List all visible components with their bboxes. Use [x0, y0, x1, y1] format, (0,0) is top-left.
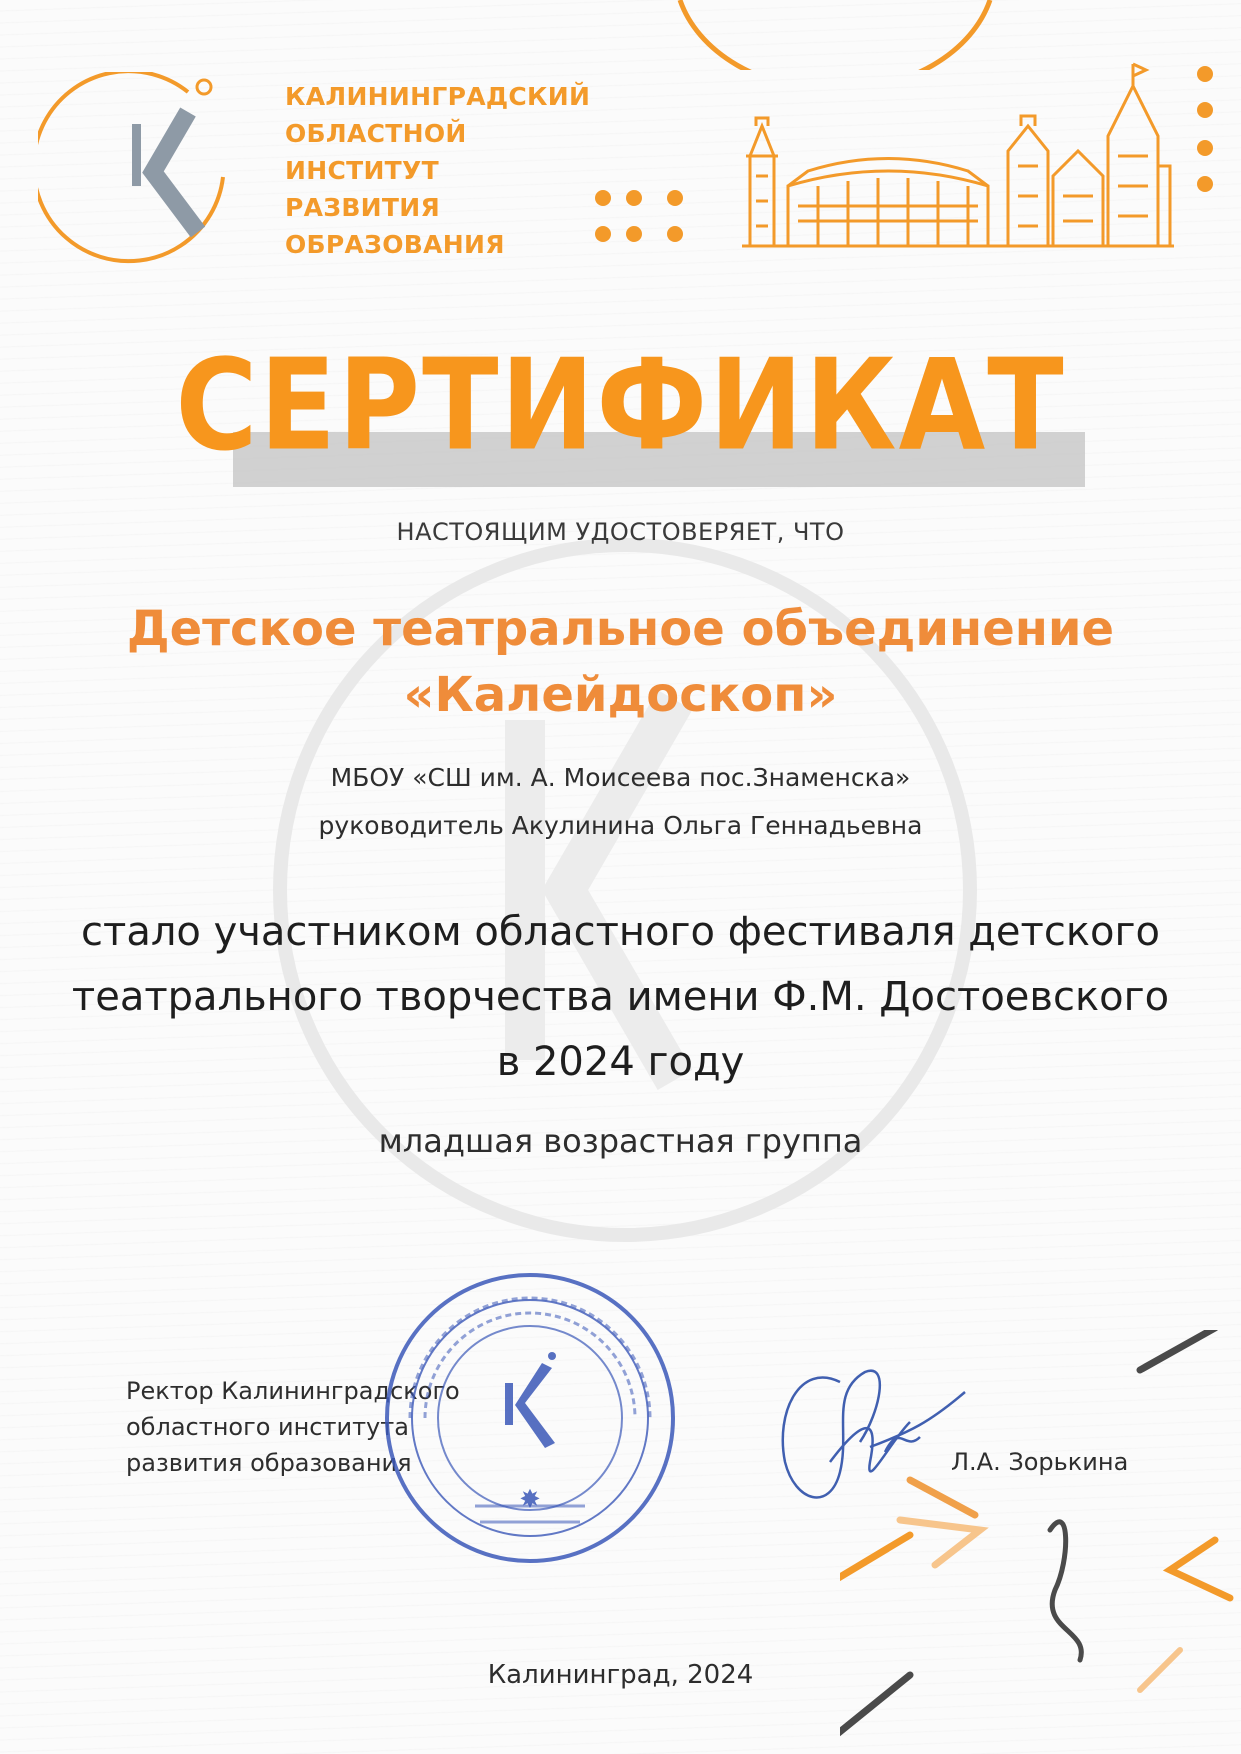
institute-name: КАЛИНИНГРАДСКИЙ ОБЛАСТНОЙ ИНСТИТУТ РАЗВИТИЯ ОБРАЗОВАНИЯ: [285, 82, 591, 259]
certificate-title: СЕРТИФИКАТ: [175, 333, 1066, 479]
certificate-body: [0, 900, 1241, 1095]
school-line: МБОУ «СШ им. А. Моисеева пос.Знаменска»: [330, 763, 911, 792]
body-line3: в 2024 году: [496, 1039, 745, 1085]
rector-title: Ректор Калининградского областного института развития образования: [126, 1377, 460, 1477]
corner-decoration: [840, 1330, 1241, 1754]
dots-decoration: [590, 186, 700, 246]
dots-column-decoration: [1190, 62, 1220, 202]
age-group: младшая возрастная группа: [378, 1122, 863, 1160]
recipient-name-line1: Детское театральное объединение: [126, 601, 1115, 657]
official-stamp: [380, 1268, 680, 1568]
institute-logo-icon: [38, 72, 258, 272]
body-line2: театрального творчества имени Ф.М. Достоевского: [71, 974, 1170, 1020]
footer-place-date: Калининград, 2024: [487, 1660, 754, 1690]
certificate-subtitle: НАСТОЯЩИМ УДОСТОВЕРЯЕТ, ЧТО: [396, 518, 845, 546]
supervisor-line: руководитель Акулинина Ольга Геннадьевна: [318, 811, 923, 840]
recipient-name: [0, 596, 1241, 728]
signer-name: Л.А. Зорькина: [951, 1448, 1129, 1476]
school-info: [0, 754, 1241, 850]
recipient-name-line2: «Калейдоскоп»: [403, 667, 838, 723]
body-line1: стало участником областного фестиваля детского: [81, 909, 1160, 955]
city-skyline-illustration: [738, 56, 1178, 252]
